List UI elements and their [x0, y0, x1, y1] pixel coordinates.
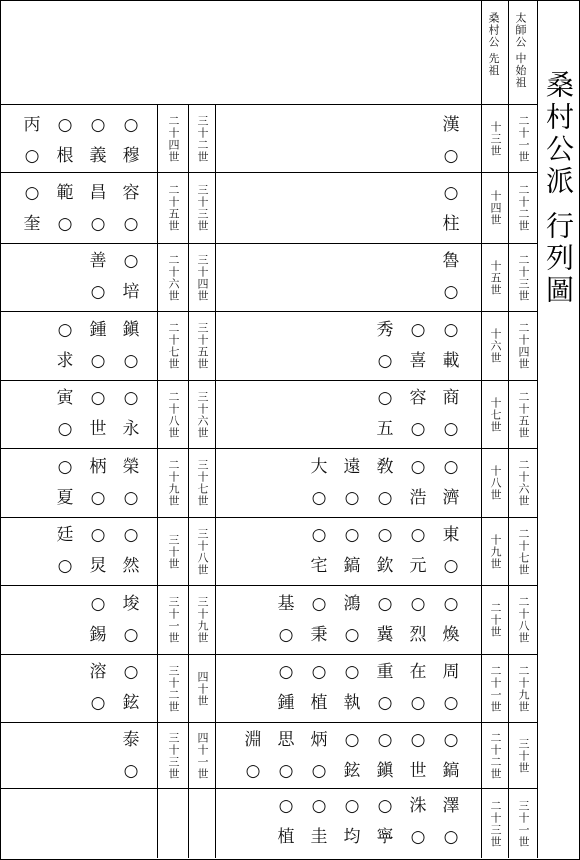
name-glyph: ○ — [311, 594, 327, 614]
gen-l-9: 四十世 — [196, 670, 209, 707]
name-glyph: 鉉 — [122, 693, 140, 713]
name-glyph: 溶 — [89, 662, 107, 682]
gen-r-5: 二十八世 — [167, 390, 180, 439]
name-glyph: 洙 — [409, 796, 427, 816]
name-glyph: ○ — [443, 827, 459, 847]
name-glyph: ○ — [123, 351, 139, 371]
name-glyph: ○ — [410, 457, 426, 477]
name-glyph: ○ — [344, 525, 360, 545]
name-glyph: 鎭 — [376, 761, 394, 781]
name-glyph: 善 — [89, 251, 107, 271]
name-glyph: 柄 — [89, 457, 107, 477]
name-glyph: 執 — [343, 693, 361, 713]
name-glyph: 夏 — [56, 488, 74, 508]
gen-l-3: 三十四世 — [196, 253, 209, 302]
gen-r-7: 三十世 — [167, 533, 180, 570]
name-glyph: ○ — [377, 796, 393, 816]
name-glyph: ○ — [311, 662, 327, 682]
name-glyph: ○ — [410, 594, 426, 614]
name-glyph: 培 — [122, 282, 140, 302]
name-glyph: 奎 — [23, 214, 41, 234]
name-glyph: 圭 — [310, 827, 328, 847]
gen-l-2: 三十三世 — [196, 184, 209, 232]
name-glyph: 魯 — [442, 251, 460, 271]
name-glyph: 永 — [122, 419, 140, 439]
name-glyph: ○ — [344, 625, 360, 645]
name-glyph: ○ — [377, 488, 393, 508]
gen-b-5: 十七世 — [489, 396, 502, 433]
name-glyph: 求 — [56, 351, 74, 371]
name-glyph: ○ — [410, 320, 426, 340]
gen-r-3: 二十六世 — [167, 253, 180, 302]
name-glyph: ○ — [410, 730, 426, 750]
name-glyph: 柱 — [442, 214, 460, 234]
name-glyph: 容 — [409, 388, 427, 408]
name-glyph: ○ — [344, 796, 360, 816]
name-glyph: 植 — [277, 827, 295, 847]
document-title: 桑村公派 行列圖 — [542, 70, 575, 307]
name-glyph: 鎭 — [122, 320, 140, 340]
gen-l-8: 三十九世 — [196, 596, 209, 644]
name-glyph: 鍾 — [277, 693, 295, 713]
name-glyph: ○ — [410, 419, 426, 439]
gen-l-7: 三十八世 — [196, 527, 209, 576]
name-glyph: ○ — [377, 525, 393, 545]
name-glyph: 遠 — [343, 457, 361, 477]
gen-b-11: 二十三世 — [489, 799, 502, 848]
name-glyph: ○ — [278, 796, 294, 816]
name-glyph: 穆 — [122, 146, 140, 166]
gen-b-8: 二十世 — [489, 602, 502, 638]
name-glyph: ○ — [377, 594, 393, 614]
name-glyph: ○ — [123, 525, 139, 545]
gen-l-10: 四十一世 — [196, 731, 209, 780]
name-glyph: ○ — [90, 693, 106, 713]
name-glyph: ○ — [410, 525, 426, 545]
gen-a-6: 二十六世 — [517, 459, 530, 507]
header-taishi: 太師公 中始祖 — [514, 12, 527, 89]
name-glyph: 秉 — [310, 625, 328, 645]
name-glyph: 澤 — [442, 796, 460, 816]
name-glyph: ○ — [90, 594, 106, 614]
name-glyph: 寧 — [376, 827, 394, 847]
name-glyph: 商 — [442, 388, 460, 408]
name-glyph: 元 — [409, 556, 427, 576]
name-glyph: ○ — [344, 662, 360, 682]
name-glyph: 喜 — [409, 351, 427, 371]
name-glyph: 基 — [277, 594, 295, 614]
name-glyph: 世 — [89, 419, 107, 439]
name-glyph: ○ — [443, 556, 459, 576]
name-glyph: ○ — [123, 625, 139, 645]
name-glyph: 然 — [122, 556, 140, 576]
name-glyph: ○ — [443, 320, 459, 340]
name-glyph: 秀 — [376, 320, 394, 340]
name-glyph: ○ — [90, 388, 106, 408]
name-glyph: 載 — [442, 351, 460, 371]
name-glyph: 丙 — [23, 115, 41, 135]
name-glyph: ○ — [443, 282, 459, 302]
name-glyph: ○ — [123, 115, 139, 135]
name-glyph: 宅 — [310, 556, 328, 576]
name-glyph: ○ — [443, 693, 459, 713]
name-glyph: 鴻 — [343, 594, 361, 614]
gen-r-6: 二十九世 — [167, 459, 180, 507]
name-glyph: 冀 — [376, 625, 394, 645]
gen-a-9: 二十九世 — [517, 664, 530, 713]
name-glyph: ○ — [311, 525, 327, 545]
gen-r-4: 二十七世 — [167, 322, 180, 370]
name-glyph: ○ — [278, 662, 294, 682]
gen-a-5: 二十五世 — [517, 390, 530, 439]
gen-b-7: 十九世 — [489, 533, 502, 570]
name-glyph: ○ — [311, 796, 327, 816]
gen-r-2: 二十五世 — [167, 184, 180, 232]
gen-l-5: 三十六世 — [196, 390, 209, 439]
name-glyph: 義 — [89, 146, 107, 166]
name-glyph: 淵 — [244, 730, 262, 750]
name-glyph: 鉉 — [343, 761, 361, 781]
name-glyph: 範 — [56, 183, 74, 203]
name-glyph: ○ — [123, 214, 139, 234]
name-glyph: ○ — [90, 282, 106, 302]
name-glyph: ○ — [344, 488, 360, 508]
gen-r-10: 三十三世 — [167, 731, 180, 780]
name-glyph: 均 — [343, 827, 361, 847]
name-glyph: 浩 — [409, 488, 427, 508]
name-glyph: ○ — [123, 761, 139, 781]
gen-a-10: 三十世 — [517, 737, 530, 774]
name-glyph: ○ — [24, 183, 40, 203]
name-glyph: 欽 — [376, 556, 394, 576]
gen-b-9: 二十一世 — [489, 664, 502, 713]
gen-l-1: 三十二世 — [196, 114, 209, 163]
name-glyph: ○ — [443, 730, 459, 750]
name-glyph: 烈 — [409, 625, 427, 645]
name-glyph: ○ — [443, 146, 459, 166]
name-glyph: 周 — [442, 662, 460, 682]
gen-a-11: 三十一世 — [517, 799, 530, 848]
name-glyph: ○ — [377, 351, 393, 371]
name-glyph: 植 — [310, 693, 328, 713]
gen-b-2: 十四世 — [489, 190, 502, 226]
gen-b-3: 十五世 — [489, 259, 502, 296]
name-glyph: ○ — [311, 488, 327, 508]
name-glyph: ○ — [90, 488, 106, 508]
name-glyph: ○ — [123, 662, 139, 682]
name-glyph: 鎬 — [343, 556, 361, 576]
name-glyph: 昌 — [89, 183, 107, 203]
gen-r-9: 三十二世 — [167, 664, 180, 713]
name-glyph: ○ — [90, 351, 106, 371]
name-glyph: ○ — [443, 183, 459, 203]
gen-a-3: 二十三世 — [517, 253, 530, 302]
name-glyph: 炳 — [310, 730, 328, 750]
name-glyph: 榮 — [122, 457, 140, 477]
name-glyph: 東 — [442, 525, 460, 545]
name-glyph: ○ — [278, 761, 294, 781]
name-glyph: 鍾 — [89, 320, 107, 340]
name-glyph: ○ — [311, 761, 327, 781]
gen-b-1: 十三世 — [489, 120, 502, 157]
name-glyph: ○ — [377, 730, 393, 750]
gen-b-10: 二十二世 — [489, 731, 502, 780]
name-glyph: ○ — [90, 115, 106, 135]
gen-r-8: 三十一世 — [167, 596, 180, 644]
name-glyph: ○ — [123, 251, 139, 271]
name-glyph: ○ — [90, 525, 106, 545]
name-glyph: 炅 — [89, 556, 107, 576]
name-glyph: ○ — [57, 457, 73, 477]
gen-b-4: 十六世 — [489, 328, 502, 364]
name-glyph: ○ — [377, 388, 393, 408]
name-glyph: 重 — [376, 662, 394, 682]
name-glyph: ○ — [57, 115, 73, 135]
name-glyph: 寅 — [56, 388, 74, 408]
name-glyph: ○ — [123, 388, 139, 408]
name-glyph: 根 — [56, 146, 74, 166]
name-glyph: ○ — [245, 761, 261, 781]
name-glyph: 埈 — [122, 594, 140, 614]
name-glyph: 在 — [409, 662, 427, 682]
gen-l-6: 三十七世 — [196, 459, 209, 507]
name-glyph: ○ — [443, 457, 459, 477]
name-glyph: 五 — [376, 419, 394, 439]
gen-a-7: 二十七世 — [517, 527, 530, 576]
gen-a-8: 二十八世 — [517, 596, 530, 644]
name-glyph: ○ — [90, 214, 106, 234]
name-glyph: 敎 — [376, 457, 394, 477]
name-glyph: 錫 — [89, 625, 107, 645]
name-glyph: ○ — [377, 693, 393, 713]
name-glyph: 容 — [122, 183, 140, 203]
name-glyph: ○ — [57, 419, 73, 439]
gen-a-2: 二十二世 — [517, 184, 530, 232]
name-glyph: ○ — [344, 730, 360, 750]
name-glyph: 世 — [409, 761, 427, 781]
name-glyph: 思 — [277, 730, 295, 750]
name-glyph: ○ — [123, 488, 139, 508]
header-sangchon: 桑村公 先祖 — [487, 12, 500, 77]
name-glyph: 濟 — [442, 488, 460, 508]
name-glyph: 泰 — [122, 730, 140, 750]
name-glyph: ○ — [443, 419, 459, 439]
name-glyph: ○ — [57, 556, 73, 576]
name-glyph: ○ — [410, 693, 426, 713]
name-glyph: 漢 — [442, 115, 460, 135]
name-glyph: ○ — [24, 146, 40, 166]
name-glyph: ○ — [443, 594, 459, 614]
gen-b-6: 十八世 — [489, 465, 502, 501]
name-glyph: ○ — [57, 214, 73, 234]
name-glyph: 鎬 — [442, 761, 460, 781]
gen-a-4: 二十四世 — [517, 322, 530, 370]
gen-r-1: 二十四世 — [167, 114, 180, 163]
name-glyph: 大 — [310, 457, 328, 477]
name-glyph: 廷 — [56, 525, 74, 545]
name-glyph: ○ — [278, 625, 294, 645]
gen-a-1: 二十一世 — [517, 114, 530, 163]
name-glyph: 煥 — [442, 625, 460, 645]
name-glyph: ○ — [410, 827, 426, 847]
gen-l-4: 三十五世 — [196, 322, 209, 370]
name-glyph: ○ — [57, 320, 73, 340]
